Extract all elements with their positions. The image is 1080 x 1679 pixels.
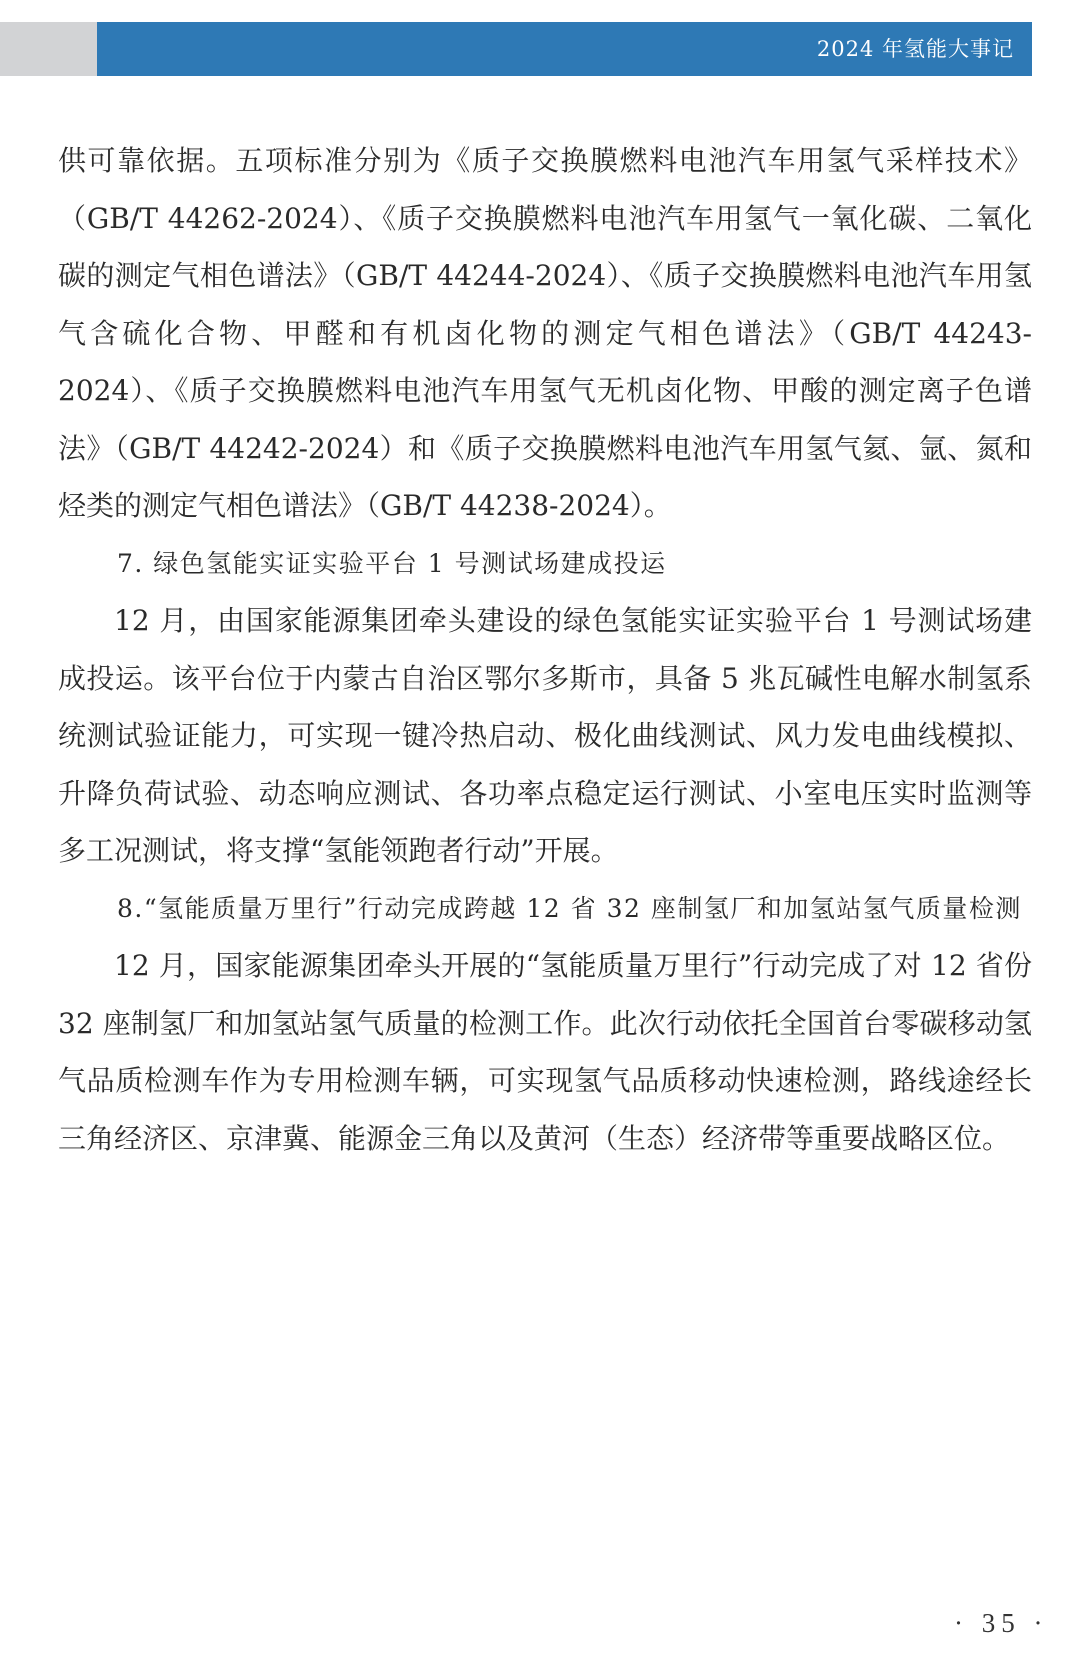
page-content (58, 132, 1032, 1167)
section-heading-8: 8.“氢能质量万里行”行动完成跨越 12 省 32 座制氢厂和加氢站氢气质量检测 (117, 893, 1022, 923)
header-gray-block (0, 22, 97, 76)
header-bar (97, 22, 1032, 76)
section-heading-7: 7. 绿色氢能实证实验平台 1 号测试场建成投运 (117, 548, 667, 578)
paragraph-test-site: 12 月，由国家能源集团牵头建设的绿色氢能实证实验平台 1 号测试场建成投运。该平台位于内蒙古自治区鄂尔多斯市，具备 5 兆瓦碱性电解水制氢系统测试验证能力，可实现一键冷热启动、极化曲线测试、风力发电曲线模拟、升降负荷试验、动态响应测试、各功率点稳定运行测试、小室电压实时监测等多工况测试，将支撑“氢能领跑者行动”开展。 (58, 604, 1032, 867)
paragraph-standards: 供可靠依据。五项标准分别为《质子交换膜燃料电池汽车用氢气采样技术》（GB/T 44262-2024）、《质子交换膜燃料电池汽车用氢气一氧化碳、二氧化碳的测定气相色谱法》（GB/T 44244-2024）、《质子交换膜燃料电池汽车用氢气含硫化合物、甲醛和有机卤化物的测定气相色谱法》（GB/T 44243-2024）、《质子交换膜燃料电池汽车用氢气无机卤化物、甲酸的测定离子色谱法》（GB/T 44242-2024）和《质子交换膜燃料电池汽车用氢气氦、氩、氮和烃类的测定气相色谱法》（GB/T 44238-2024）。 (58, 144, 1032, 522)
paragraph-quality-tour: 12 月，国家能源集团牵头开展的“氢能质量万里行”行动完成了对 12 省份 32 座制氢厂和加氢站氢气质量的检测工作。此次行动依托全国首台零碳移动氢气品质检测车作为专用检测车辆，可实现氢气品质移动快速检测，路线途经长三角经济区、京津冀、能源金三角以及黄河（生态）经济带等重要战略区位。 (58, 949, 1032, 1155)
page-number: · 35 · (954, 1608, 1049, 1638)
running-header-title: 2024 年氢能大事记 (816, 37, 1014, 61)
